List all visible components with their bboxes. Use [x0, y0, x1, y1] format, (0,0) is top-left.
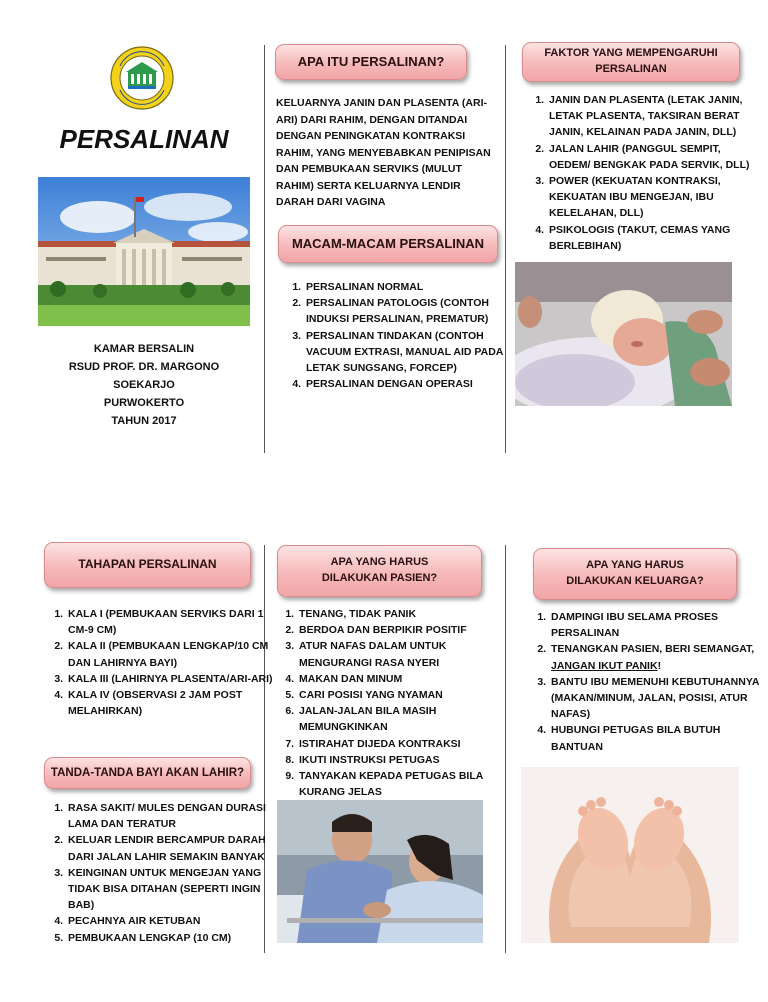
- info-line-hospital: RSUD PROF. DR. MARGONO SOEKARJO: [68, 361, 220, 391]
- list-item: 4. PERSALINAN DENGAN OPERASI: [304, 376, 518, 392]
- list-item: 5. CARI POSISI YANG NYAMAN: [297, 687, 509, 703]
- list-item: 7. ISTIRAHAT DIJEDA KONTRAKSI: [297, 736, 509, 752]
- list-item: 3. BANTU IBU MEMENUHI KEBUTUHANNYA (MAKAN/MINUM, JALAN, POSISI, ATUR NAFAS): [549, 674, 761, 723]
- cover-info: [38, 340, 250, 430]
- heading-apa-itu: APA ITU PERSALINAN?: [275, 44, 467, 80]
- list-item: 2. PERSALINAN PATOLOGIS (CONTOH INDUKSI PERSALINAN, PREMATUR): [304, 295, 518, 327]
- list-item: 3. POWER (KEKUATAN KONTRAKSI, KEKUATAN IBU MENGEJAN, IBU KELELAHAN, DLL): [547, 173, 759, 222]
- list-item: 4. KALA IV (OBSERVASI 2 JAM POST MELAHIRKAN): [66, 687, 278, 719]
- list-item: 1. PERSALINAN NORMAL: [304, 279, 518, 295]
- keluarga-list: [527, 609, 761, 755]
- heading-tahapan: TAHAPAN PERSALINAN: [44, 542, 251, 588]
- list-item: 2. BERDOA DAN BERPIKIR POSITIF: [297, 622, 509, 638]
- faktor-list: [525, 92, 759, 254]
- list-item: 1. JANIN DAN PLASENTA (LETAK JANIN, LETAK PLASENTA, TAKSIRAN BERAT JANIN, KELAINAN PADA JANIN, DLL): [547, 92, 759, 141]
- list-item-emphasis: JANGAN IKUT PANIK: [551, 659, 658, 672]
- info-line-unit: KAMAR BERSALIN: [93, 343, 195, 355]
- pasien-list: [275, 606, 509, 800]
- list-item: 2. JALAN LAHIR (PANGGUL SEMPIT, OEDEM/ BENGKAK PADA SERVIK, DLL): [547, 141, 759, 173]
- macam-list: [282, 279, 518, 392]
- heading-macam: MACAM-MACAM PERSALINAN: [278, 225, 498, 263]
- tahapan-list: [44, 606, 278, 719]
- list-item: 6. JALAN-JALAN BILA MASIH MEMUNGKINKAN: [297, 703, 509, 735]
- tanda-list: [44, 800, 278, 946]
- hospital-logo: [110, 46, 174, 110]
- info-line-year: TAHUN 2017: [111, 415, 177, 427]
- newborn-photo: [515, 262, 732, 406]
- list-item: 8. IKUTI INSTRUKSI PETUGAS: [297, 752, 509, 768]
- list-item: 4. PSIKOLOGIS (TAKUT, CEMAS YANG BERLEBIHAN): [547, 222, 759, 254]
- list-item: [549, 641, 761, 673]
- list-item: 3. PERSALINAN TINDAKAN (CONTOH VACUUM EXTRASI, MANUAL AID PADA LETAK SUNGSANG, FORCEP): [304, 328, 518, 377]
- page-title: PERSALINAN: [59, 124, 229, 154]
- list-item: 3. KALA III (LAHIRNYA PLASENTA/ARI-ARI): [66, 671, 278, 687]
- list-item: 1. KALA I (PEMBUKAAN SERVIKS DARI 1 CM-9 CM): [66, 606, 278, 638]
- list-item: 3. KEINGINAN UNTUK MENGEJAN YANG TIDAK BISA DITAHAN (SEPERTI INGIN BAB): [66, 865, 278, 914]
- hospital-building-photo: [38, 177, 250, 326]
- apa-itu-text: KELUARNYA JANIN DAN PLASENTA (ARI-ARI) DARI RAHIM, DENGAN DITANDAI DENGAN PENINGKATAN KONTRAKSI RAHIM, YANG MENYEBABKAN PENIPISAN DAN PEMBUKAAN SERVIKS (MULUT RAHIM) SERTA KELUARNYA LENDIR DARAH DARI VAGINA: [276, 97, 491, 208]
- list-item: 1. DAMPINGI IBU SELAMA PROSES PERSALINAN: [549, 609, 761, 641]
- list-item-text: TENANGKAN PASIEN, BERI SEMANGAT,: [551, 643, 755, 656]
- list-item: 4. MAKAN DAN MINUM: [297, 671, 509, 687]
- divider-top-left: [264, 45, 265, 453]
- list-item: 4. HUBUNGI PETUGAS BILA BUTUH BANTUAN: [549, 722, 761, 754]
- list-item: 3. ATUR NAFAS DALAM UNTUK MENGURANGI RASA NYERI: [297, 638, 509, 670]
- labor-support-photo: [277, 800, 483, 943]
- list-item: 5. PEMBUKAAN LENGKAP (10 CM): [66, 930, 278, 946]
- list-item: 2. KALA II (PEMBUKAAN LENGKAP/10 CM DAN LAHIRNYA BAYI): [66, 638, 278, 670]
- list-item: 2. KELUAR LENDIR BERCAMPUR DARAH DARI JALAN LAHIR SEMAKIN BANYAK: [66, 832, 278, 864]
- heading-keluarga: APA YANG HARUS DILAKUKAN KELUARGA?: [533, 548, 737, 600]
- list-item: 4. PECAHNYA AIR KETUBAN: [66, 913, 278, 929]
- baby-feet-hands-photo: [521, 767, 739, 943]
- list-item-suffix: !: [657, 659, 662, 672]
- info-line-city: PURWOKERTO: [103, 397, 185, 409]
- list-item: 1. TENANG, TIDAK PANIK: [297, 606, 509, 622]
- heading-pasien: APA YANG HARUS DILAKUKAN PASIEN?: [277, 545, 482, 597]
- heading-faktor: FAKTOR YANG MEMPENGARUHI PERSALINAN: [522, 42, 740, 82]
- heading-tanda: TANDA-TANDA BAYI AKAN LAHIR?: [44, 757, 251, 789]
- list-item: 1. RASA SAKIT/ MULES DENGAN DURASI LAMA DAN TERATUR: [66, 800, 278, 832]
- list-item: 9. TANYAKAN KEPADA PETUGAS BILA KURANG JELAS: [297, 768, 509, 800]
